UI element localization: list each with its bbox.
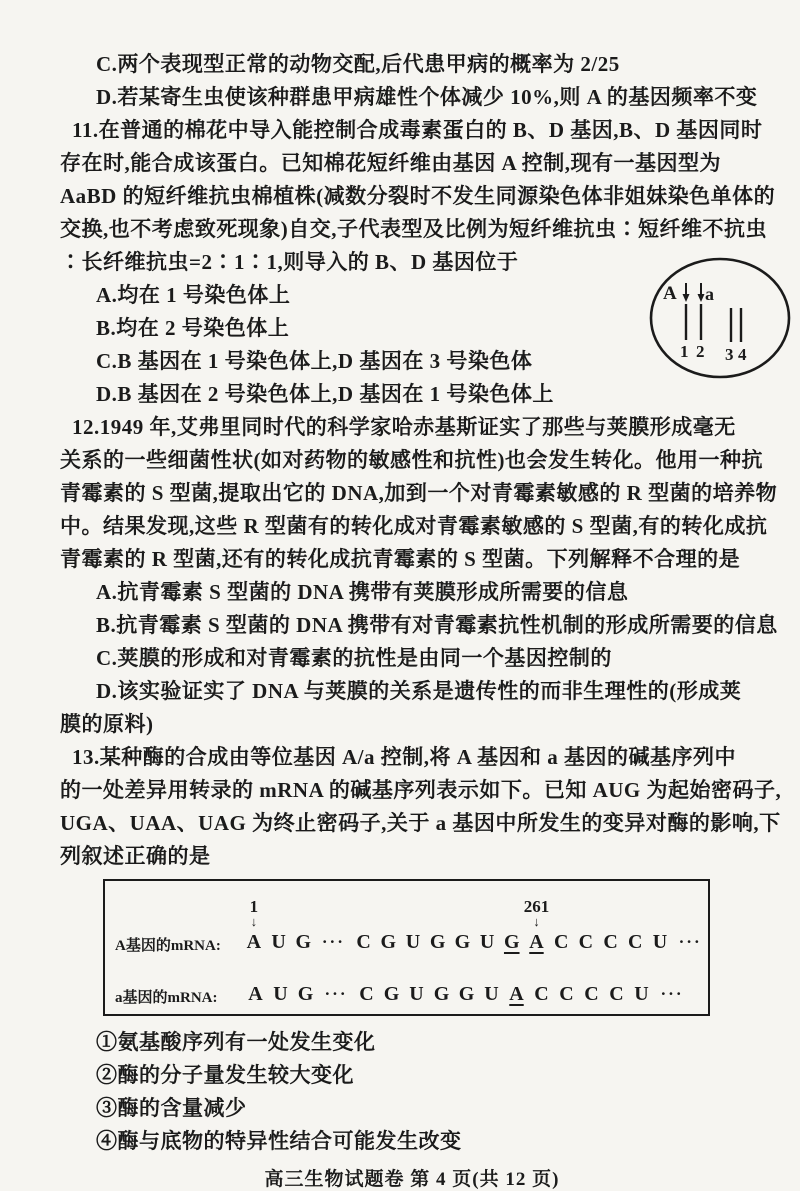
- text-line: 12.1949 年,艾弗里同时代的科学家哈赤基斯证实了那些与荚膜形成毫无: [72, 415, 736, 439]
- text-lines: [60, 48, 782, 873]
- text-line: D.若某寄生虫使该种群患甲病雄性个体减少 10%,则 A 的基因频率不变: [96, 85, 758, 109]
- text-line: A.均在 1 号染色体上: [96, 283, 291, 307]
- statement-item: ③酶的含量减少: [96, 1096, 247, 1120]
- chromosome-3-label: 3: [725, 345, 734, 364]
- chromosome-4-label: 4: [738, 345, 747, 364]
- cell-outline: [651, 259, 789, 377]
- down-arrow-icon: ↓: [250, 914, 258, 929]
- base-letter: G: [454, 931, 471, 953]
- text-line: B.抗青霉素 S 型菌的 DNA 携带有对青霉素抗性机制的形成所需要的信息: [96, 613, 778, 637]
- sequence-ellipsis: ···: [321, 932, 345, 951]
- base-letter: G: [295, 931, 312, 953]
- text-line: 的一处差异用转录的 mRNA 的碱基序列表示如下。已知 AUG 为起始密码子,: [60, 778, 782, 802]
- base-letter: G: [297, 983, 314, 1005]
- text-line: ∶长纤维抗虫=2∶1∶1,则导入的 B、D 基因位于: [60, 250, 519, 274]
- base-letter: C: [628, 931, 643, 953]
- statement-item: ①氨基酸序列有一处发生变化: [96, 1030, 376, 1054]
- base-letter: G: [433, 983, 450, 1005]
- mrna-row-label: a基因的mRNA:: [115, 990, 218, 1006]
- text-line: A.抗青霉素 S 型菌的 DNA 携带有荚膜形成所需要的信息: [96, 580, 629, 604]
- text-line: AaBD 的短纤维抗虫棉植株(减数分裂时不发生同源染色体非姐妹染色单体的: [60, 184, 776, 208]
- base-letter: U: [409, 983, 424, 1005]
- base-letter: A 1 ↓: [246, 897, 262, 953]
- text-line: C.两个表现型正常的动物交配,后代患甲病的概率为 2/25: [96, 52, 620, 76]
- chromosome-1-label: 1: [680, 342, 689, 361]
- text-line: D.B 基因在 2 号染色体上,D 基因在 1 号染色体上: [96, 382, 554, 406]
- down-arrow-icon: [683, 283, 690, 302]
- text-line: D.该实验证实了 DNA 与荚膜的关系是遗传性的而非生理性的(形成荚: [96, 679, 742, 703]
- base-letter: A 261 ↓: [523, 897, 550, 953]
- text-line: 列叙述正确的是: [60, 844, 211, 868]
- mrna-sequence-box: [103, 879, 710, 1016]
- down-arrow-icon: [698, 283, 705, 302]
- base-letter: C: [578, 931, 594, 953]
- position-number: 261: [523, 897, 550, 916]
- base-letter: C: [584, 983, 599, 1005]
- text-line: C.荚膜的形成和对青霉素的抗性是由同一个基因控制的: [96, 646, 612, 670]
- chromosome-cell-diagram: [648, 256, 792, 382]
- base-letter: U: [405, 931, 421, 953]
- base-letter: A: [509, 983, 524, 1005]
- statement-item: ②酶的分子量发生较大变化: [96, 1063, 354, 1087]
- chromosome-2-label: 2: [696, 342, 705, 361]
- base-letter: U: [634, 983, 649, 1005]
- sequence-ellipsis: ···: [678, 932, 702, 951]
- text-line: 关系的一些细菌性状(如对药物的敏感性和抗性)也会发生转化。他用一种抗: [60, 448, 763, 472]
- base-letter: C: [356, 931, 371, 953]
- position-marker: [250, 898, 259, 928]
- mrna-row: [115, 977, 708, 1007]
- base-letter: G: [503, 931, 520, 953]
- page-footer: [60, 1164, 764, 1191]
- base-letter: G: [458, 983, 475, 1005]
- base-letter: C: [534, 983, 549, 1005]
- position-number: 1: [249, 897, 259, 916]
- base-letter: U: [271, 931, 286, 953]
- base-letter: C: [359, 983, 374, 1005]
- base-letter: G: [380, 931, 397, 953]
- sequence-ellipsis: ···: [324, 984, 348, 1003]
- base-letter: A: [248, 983, 263, 1005]
- mrna-rows: [115, 897, 708, 1007]
- base-letter: C: [603, 931, 618, 953]
- gene-label-a: a: [705, 284, 714, 304]
- down-arrow-icon: ↓: [533, 914, 540, 929]
- base-letter: U: [652, 931, 668, 953]
- text-line: 中。结果发现,这些 R 型菌有的转化成对青霉素敏感的 S 型菌,有的转化成抗: [60, 514, 768, 538]
- base-letter: U: [479, 931, 495, 953]
- text-line: 青霉素的 S 型菌,提取出它的 DNA,加到一个对青霉素敏感的 R 型菌的培养物: [60, 481, 778, 505]
- base-letter: U: [484, 983, 499, 1005]
- text-line: 交换,也不考虑致死现象)自交,子代表型及比例为短纤维抗虫∶短纤维不抗虫: [60, 217, 767, 241]
- base-letter: C: [609, 983, 624, 1005]
- base-letter: U: [273, 983, 288, 1005]
- statement-item: ④酶与底物的特异性结合可能发生改变: [96, 1129, 462, 1153]
- footer-text: 高三生物试题卷 第 4 页(共 12 页): [264, 1169, 560, 1190]
- position-marker: [524, 898, 550, 928]
- gene-label-A: A: [663, 283, 677, 304]
- text-line: 11.在普通的棉花中导入能控制合成毒素蛋白的 B、D 基因,B、D 基因同时: [72, 118, 763, 142]
- mrna-row-label: A基因的mRNA:: [115, 938, 221, 954]
- text-line: C.B 基因在 1 号染色体上,D 基因在 3 号染色体: [96, 349, 533, 373]
- text-line: 存在时,能合成该蛋白。已知棉花短纤维由基因 A 控制,现有一基因型为: [60, 151, 722, 175]
- statement-items: [60, 1026, 764, 1158]
- mrna-row: [115, 897, 708, 955]
- sequence-ellipsis: ···: [660, 984, 684, 1003]
- base-letter: C: [553, 931, 569, 953]
- text-line: UGA、UAA、UAG 为终止密码子,关于 a 基因中所发生的变异对酶的影响,下: [60, 811, 781, 835]
- base-letter: C: [559, 983, 574, 1005]
- text-line: B.均在 2 号染色体上: [96, 316, 290, 340]
- text-line: 13.某种酶的合成由等位基因 A/a 控制,将 A 基因和 a 基因的碱基序列中: [72, 745, 737, 769]
- text-line: 青霉素的 R 型菌,还有的转化成抗青霉素的 S 型菌。下列解释不合理的是: [60, 547, 741, 571]
- text-line: 膜的原料): [60, 712, 154, 736]
- base-letter: G: [429, 931, 446, 953]
- base-letter: G: [383, 983, 400, 1005]
